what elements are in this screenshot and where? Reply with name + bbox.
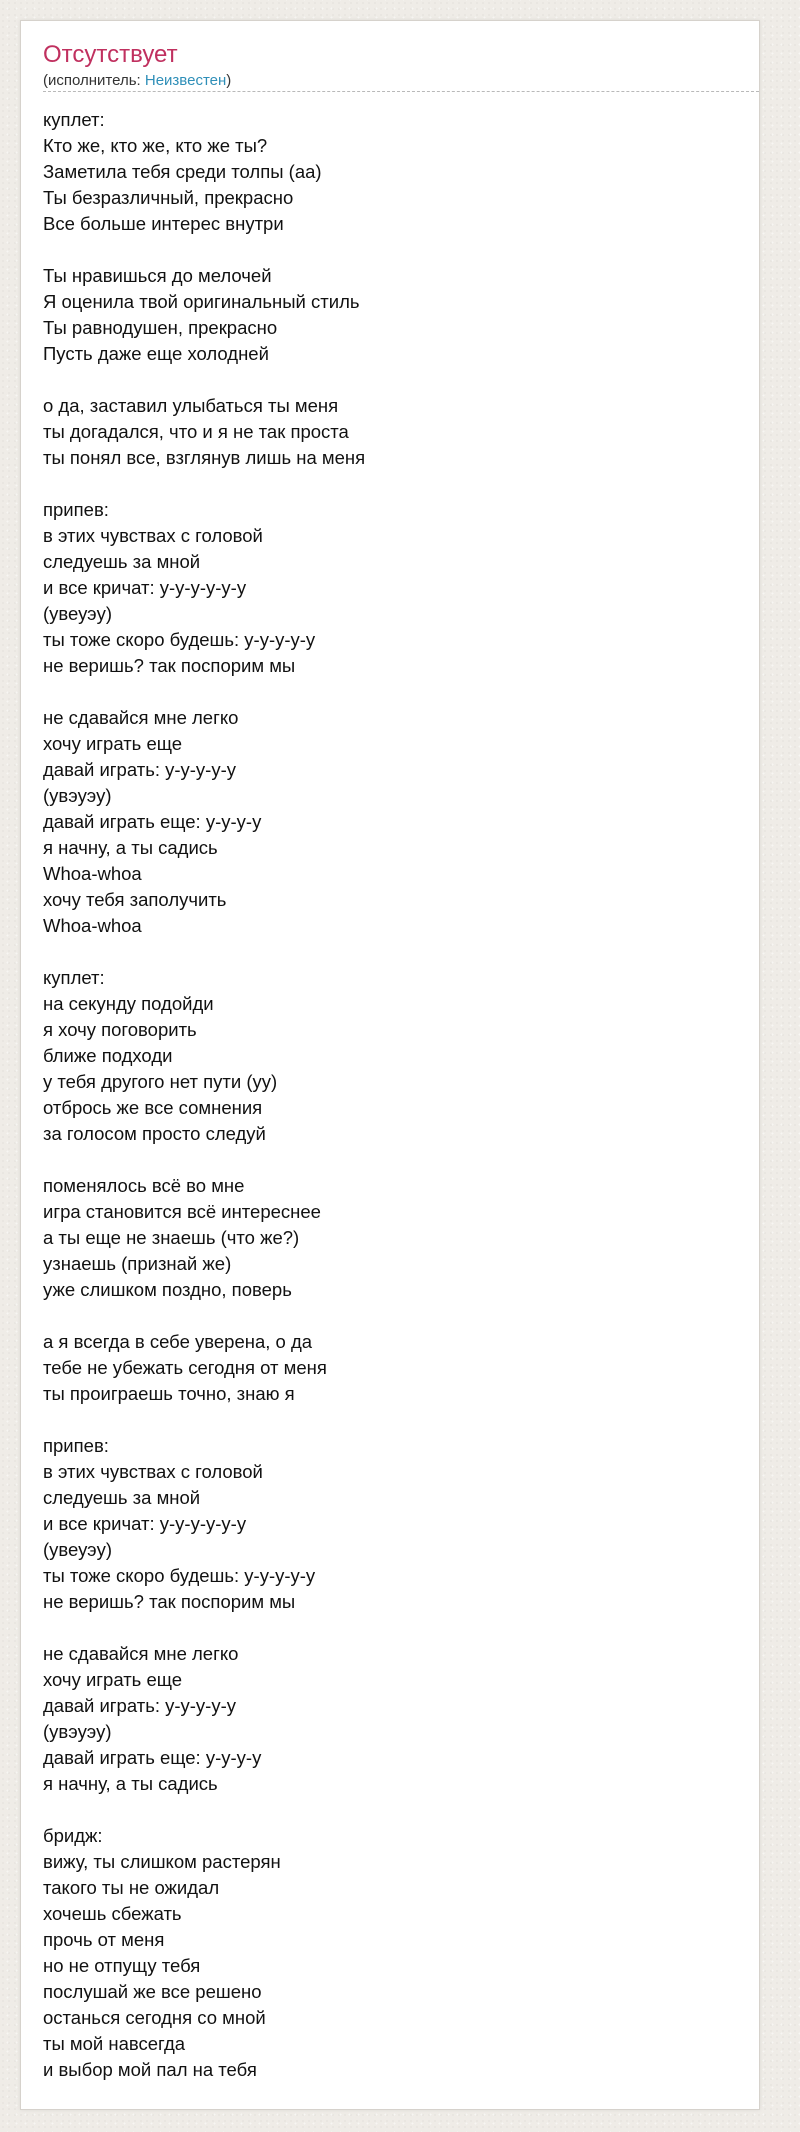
lyric-line: Я оценила твой оригинальный стиль	[43, 291, 360, 312]
lyric-line: а я всегда в себе уверена, о да	[43, 1331, 313, 1352]
artist-suffix: )	[226, 72, 232, 89]
lyric-line: бридж:	[43, 1825, 103, 1846]
lyric-line: ты проиграешь точно, знаю я	[43, 1383, 295, 1404]
stanza-gap	[43, 1407, 759, 1433]
stanza-gap	[43, 1797, 759, 1823]
lyric-line: Ты нравишься до мелочей	[43, 265, 272, 286]
stanza-gap	[43, 1303, 759, 1329]
lyric-line: ты понял все, взглянув лишь на меня	[43, 447, 366, 468]
lyric-line: куплет:	[43, 967, 105, 988]
lyric-line: узнаешь (признай же)	[43, 1253, 232, 1274]
lyric-line: Ты равнодушен, прекрасно	[43, 317, 278, 338]
lyric-line: припев:	[43, 499, 109, 520]
stanza-gap	[43, 1615, 759, 1641]
lyric-line: о да, заставил улыбаться ты меня	[43, 395, 339, 416]
lyric-line: останься сегодня со мной	[43, 2007, 266, 2028]
lyric-line: не веришь? так поспорим мы	[43, 1591, 296, 1612]
lyric-line: но не отпущу тебя	[43, 1955, 201, 1976]
lyric-line: я начну, а ты садись	[43, 1773, 218, 1794]
stanza-gap	[43, 939, 759, 965]
artist-link[interactable]: Неизвестен	[144, 72, 227, 89]
stanza-gap	[43, 471, 759, 497]
lyric-line: в этих чувствах с головой	[43, 1461, 263, 1482]
lyric-line: следуешь за мной	[43, 1487, 201, 1508]
lyric-line: и все кричат: у-у-у-у-у-у	[43, 1513, 247, 1534]
lyric-line: уже слишком поздно, поверь	[43, 1279, 292, 1300]
lyric-line: поменялось всё во мне	[43, 1175, 245, 1196]
artist-prefix: (исполнитель:	[43, 72, 145, 89]
lyric-line: у тебя другого нет пути (уу)	[43, 1071, 278, 1092]
lyric-line: за голосом просто следуй	[43, 1123, 266, 1144]
lyric-line: хочешь сбежать	[43, 1903, 182, 1924]
lyric-line: и выбор мой пал на тебя	[43, 2059, 257, 2080]
lyric-line: ты тоже скоро будешь: у-у-у-у-у	[43, 1565, 316, 1586]
lyric-line: хочу играть еще	[43, 1669, 183, 1690]
stanza-gap	[43, 367, 759, 393]
lyric-line: ты тоже скоро будешь: у-у-у-у-у	[43, 629, 316, 650]
lyric-line: (увэуэу)	[43, 1721, 112, 1742]
song-title: Отсутствует	[43, 41, 178, 68]
stanza-gap	[43, 679, 759, 705]
lyric-line: я начну, а ты садись	[43, 837, 218, 858]
lyric-line: не сдавайся мне легко	[43, 707, 239, 728]
lyric-line: такого ты не ожидал	[43, 1877, 220, 1898]
lyric-line: и все кричат: у-у-у-у-у-у	[43, 577, 247, 598]
lyric-line: Заметила тебя среди толпы (аа)	[43, 161, 322, 182]
lyric-line: припев:	[43, 1435, 109, 1456]
lyric-line: (увеуэу)	[43, 603, 113, 624]
lyric-line: послушай же все решено	[43, 1981, 262, 2002]
lyric-line: игра становится всё интереснее	[43, 1201, 321, 1222]
lyric-line: давай играть еще: у-у-у-у	[43, 1747, 262, 1768]
stanza-gap	[43, 1147, 759, 1173]
artist-line	[43, 72, 759, 92]
lyrics-card	[20, 20, 760, 2110]
lyric-line: давай играть: у-у-у-у-у	[43, 759, 237, 780]
lyric-line: Whoa-whoa	[43, 863, 142, 884]
lyric-line: куплет:	[43, 109, 105, 130]
lyric-line: давай играть еще: у-у-у-у	[43, 811, 262, 832]
lyrics-body	[43, 107, 759, 2083]
lyric-line: прочь от меня	[43, 1929, 165, 1950]
lyric-line: (увэуэу)	[43, 785, 112, 806]
lyric-line: Все больше интерес внутри	[43, 213, 284, 234]
lyric-line: давай играть: у-у-у-у-у	[43, 1695, 237, 1716]
lyric-line: в этих чувствах с головой	[43, 525, 263, 546]
lyric-line: не сдавайся мне легко	[43, 1643, 239, 1664]
lyric-line: ты мой навсегда	[43, 2033, 186, 2054]
lyric-line: хочу тебя заполучить	[43, 889, 227, 910]
lyric-line: Whoa-whoa	[43, 915, 142, 936]
lyric-line: тебе не убежать сегодня от меня	[43, 1357, 327, 1378]
lyric-line: Ты безразличный, прекрасно	[43, 187, 294, 208]
lyric-line: (увеуэу)	[43, 1539, 113, 1560]
lyric-line: ближе подходи	[43, 1045, 173, 1066]
lyric-line: я хочу поговорить	[43, 1019, 197, 1040]
lyric-line: а ты еще не знаешь (что же?)	[43, 1227, 300, 1248]
lyric-line: отбрось же все сомнения	[43, 1097, 263, 1118]
lyric-line: Пусть даже еще холодней	[43, 343, 269, 364]
lyric-line: вижу, ты слишком растерян	[43, 1851, 281, 1872]
stanza-gap	[43, 237, 759, 263]
lyric-line: ты догадался, что и я не так проста	[43, 421, 349, 442]
lyric-line: Кто же, кто же, кто же ты?	[43, 135, 268, 156]
lyric-line: следуешь за мной	[43, 551, 201, 572]
lyric-line: не веришь? так поспорим мы	[43, 655, 296, 676]
lyric-line: на секунду подойди	[43, 993, 214, 1014]
lyric-line: хочу играть еще	[43, 733, 183, 754]
